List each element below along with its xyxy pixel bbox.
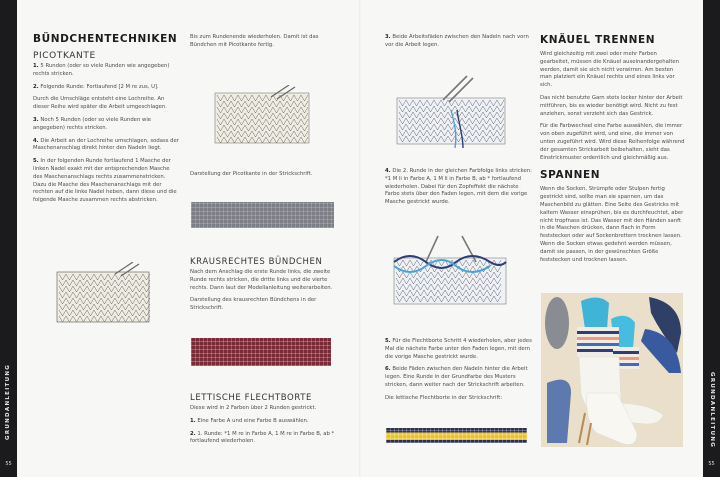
step-number: 4. [33, 137, 39, 144]
step-3 [33, 117, 180, 133]
caption-lettische: Die lettische Flechtborte in der Strickschrift: [385, 394, 503, 401]
step-number: 4. [385, 168, 391, 174]
heading-krausrechtes: KRAUSRECHTES BÜNDCHEN [190, 257, 323, 267]
step-text: Die Arbeit an der Lochreihe umschlagen, sodass der Maschenanschlag direkt hinter den Nadeln liegt. [33, 137, 179, 152]
heading-spannen: SPANNEN [540, 169, 601, 182]
spannen-paragraph: Wenn die Socken, Strümpfe oder Stulpen fertig gestrickt sind, sollte man sie spannen, um das Maschenbild zu glätten. Eine Seite des Gestricks mit kaltem Wasser einsprühen, bis es durchfeuchtet, aber nicht tropfnass ist. Das Wasser mit den Händen sanft in die Maschen drücken, dann flach in Form feststecken oder auf Sockenbrettern trocknen lassen. Wenn die Socken etwas gedehnt werden müssen, damit sie passen, in der gewünschten Größe feststecken und trocknen lassen. [540, 186, 684, 263]
section-lettische [190, 389, 340, 451]
lettische-step-2 [190, 431, 340, 447]
lettische-intro: Diese wird in 2 Farben über 2 Runden gestrickt. [190, 405, 317, 411]
step-number: 1. [190, 417, 196, 424]
heading-knaeuel-trennen: KNÄUEL TRENNEN [540, 34, 656, 46]
chart-picot-strickschrift [191, 202, 334, 228]
lettische-step-6 [385, 366, 533, 389]
step-text: Beide Fäden zwischen den Nadeln hinter die Arbeit legen. Eine Runde in der Grundfarbe des Musters stricken, dann weiter nach der Strickschrift arbeiten. [385, 366, 528, 388]
heading-bundchentechniken: BÜNDCHENTECHNIKEN [33, 33, 178, 45]
step-number: 3. [385, 34, 391, 40]
krausrechtes-text: Nach dem Anschlag die erste Runde links, die zweite Runde rechts stricken, die dritte links und die vierte rechts. Dann laut der Modellanleitung weiterarbeiten. [190, 269, 333, 291]
column-4 [540, 34, 686, 269]
right-edge-strip [703, 0, 720, 477]
step-text: 5 Runden (oder so viele Runden wie angegeben) rechts stricken. [33, 63, 170, 77]
caption-text: Darstellung der Picotkante in der Strickschrift. [190, 171, 313, 177]
knitting-illustration-threads-front [393, 70, 511, 148]
step-number: 2. [190, 430, 196, 437]
step-number: 1. [33, 63, 39, 69]
heading-lettische: LETTISCHE FLECHTBORTE [190, 393, 312, 403]
step-5 [33, 158, 180, 205]
knaeuel-paragraph-3: Für die Farbwechsel eine Farbe auswählen, die immer von oben zugeführt wird, und eine, die immer von unten zugeführt wird. Wird diese Reihenfolge während der gesamten Strickarbeit beibehalten, sieht das Einstrickmuster ordentlich und gleichmäßig aus. [540, 123, 685, 161]
book-gutter [359, 0, 361, 477]
section-label-left: GRUNDANLEITUNG [5, 363, 11, 440]
knitting-illustration-braid [390, 232, 512, 308]
knitting-illustration-picot-fold [55, 262, 155, 326]
note-text: Durch die Umschläge entsteht eine Lochreihe. An dieser Reihe wird später die Arbeit umgeschlagen. [33, 96, 167, 111]
step-text: Die 2. Runde in der gleichen Farbfolge links stricken: *1 M li in Farbe A, 1 M li in Farbe B, ab * fortlaufend wiederholen. Dabei für den Zopfeffekt die nächste Farbe stets über den Faden legen, mit dem die vorige Masche gestrickt wurde. [385, 168, 532, 206]
step-1 [33, 63, 180, 79]
step-4 [33, 138, 180, 154]
note [33, 96, 180, 112]
left-edge-strip [0, 0, 17, 477]
step-number: 2. [33, 83, 39, 90]
photo-socks-on-blockers [541, 293, 683, 447]
step-text: Für die Flechtborte Schritt 4 wiederholen, aber jedes Mal die nächste Farbe unter den Faden legen, mit dem die vorige Masche gestrickt wurde. [385, 338, 532, 360]
section-label-right: GRUNDANLEITUNG [709, 372, 715, 449]
heading-picotkante: PICOTKANTE [33, 51, 96, 61]
step-text: Folgende Runde: Fortlaufend [2 M re zus, U]. [38, 83, 159, 90]
picot-end-text: Bis zum Rundenende wiederholen. Damit ist das Bündchen mit Picotkante fertig. [190, 34, 319, 48]
knaeuel-paragraph-1: Wird gleichzeitig mit zwei oder mehr Farben gearbeitet, müssen die Knäuel auseinandergehalten werden, damit sie sich nicht verwirren. Am besten man platziert ein Knäuel rechts und eines links vor sich. [540, 51, 680, 89]
chart-krausrechtes-strickschrift [191, 338, 331, 366]
step-text: In der folgenden Runde fortlaufend 1 Masche der linken Nadel exakt mit der entsprechenden Masche des Maschenanschlags rechts zusammenstricken. Dazu die Masche des Maschenanschlags mit der rechten auf die linke Nadel heben, dann diese und die folgende Masche zusammen rechts abstricken. [33, 158, 177, 204]
knitting-illustration-picot-edge [213, 85, 313, 147]
column-bundchentechniken [33, 33, 180, 210]
step-text: Eine Farbe A und eine Farbe B auswählen. [195, 417, 309, 424]
caption-picot [190, 171, 340, 184]
lettische-step-3 [385, 34, 533, 55]
step-2 [33, 84, 180, 92]
column-2 [190, 34, 340, 55]
step-text: Noch 5 Runden (oder so viele Runden wie angegeben) rechts stricken. [33, 116, 152, 131]
step-number: 5. [33, 158, 39, 165]
step-number: 6. [385, 366, 391, 373]
lettische-steps-5-6 [385, 338, 533, 408]
step-text: Beide Arbeitsfäden zwischen den Nadeln nach vorn vor die Arbeit legen. [385, 34, 529, 48]
step-text: 1. Runde: *1 M re in Farbe A, 1 M re in Farbe B, ab * fortlaufend wiederholen. [190, 430, 335, 445]
lettische-step-5 [385, 338, 533, 361]
knaeuel-paragraph-2: Das nicht benutzte Garn stets locker hinter der Arbeit mitführen, bis es wieder benötigt wird. Nicht zu fest anziehen, sonst verzieht sich das Gestrick. [540, 94, 683, 117]
section-krausrechtes [190, 253, 340, 318]
lettische-step-1 [190, 418, 340, 426]
lettische-step-4 [385, 168, 533, 212]
page-number-right: 55 [708, 461, 715, 467]
page-number-left: 55 [5, 461, 12, 467]
chart-lettische-strickschrift [386, 428, 527, 443]
step-number: 5. [385, 338, 391, 344]
caption-krausrechtes: Darstellung des krausrechten Bündchens in der Strickschrift. [190, 297, 317, 312]
step-number: 3. [33, 116, 39, 123]
